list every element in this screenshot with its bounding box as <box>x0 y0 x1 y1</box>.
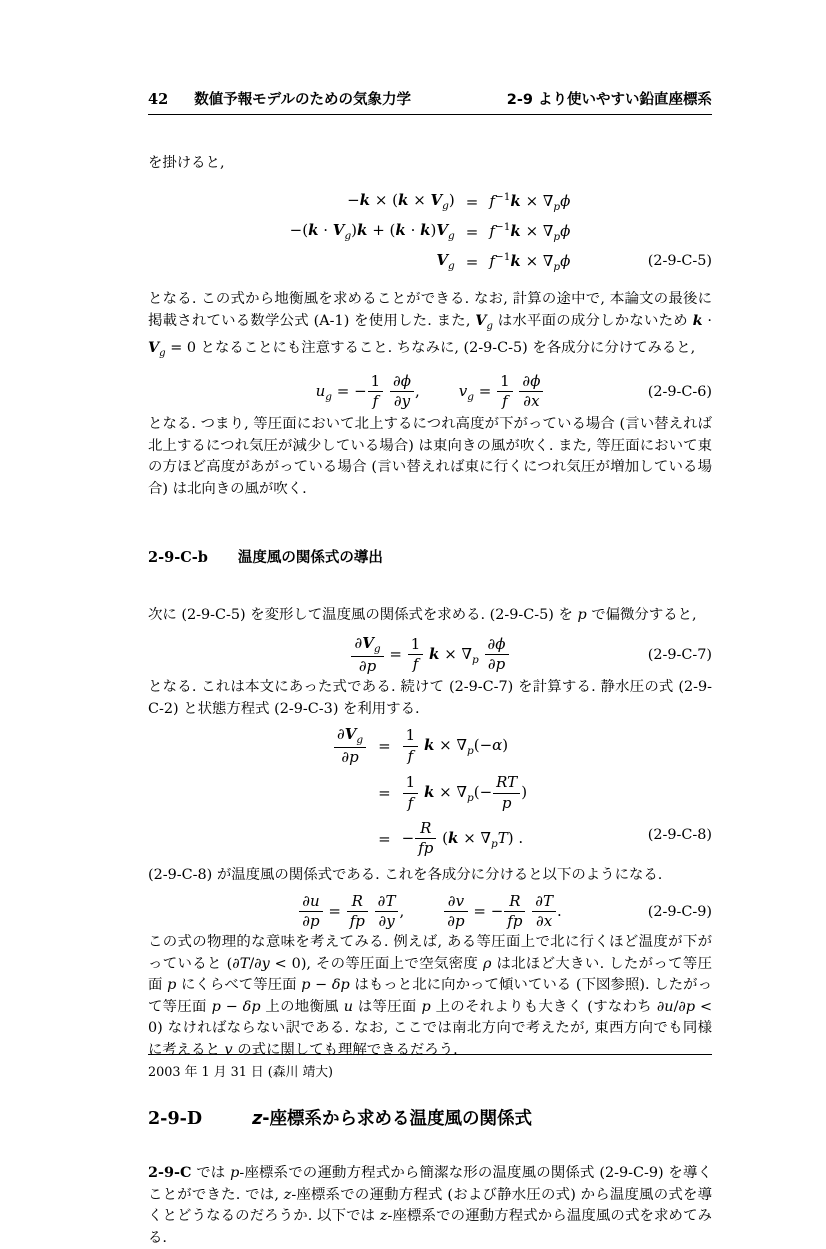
equation-number: (2-9-C-9) <box>647 903 712 920</box>
equation-2-9-C-9 <box>148 893 712 931</box>
equation-row: $-k \times (k \times V_g)$ = $f^{-1}k \times \nabla_p\phi$ <box>347 190 571 213</box>
page-footer <box>148 1054 712 1080</box>
page-header <box>148 0 712 115</box>
page-number: 42 <box>148 91 169 108</box>
paragraph-wind-interpretation: となる. つまり, 等圧面において北上するにつれ高度が下がっている場合 (言い替えれば北上するにつれ気圧が減少している場合) は東向きの風が吹く. また, 等圧面において東の方ほど高度があがっている場合 (言い替えれば東に行くにつれ気圧が増加している場合) は北向きの風が吹く. <box>148 416 712 497</box>
header-right-title: 2-9 より使いやすい鉛直座標系 <box>506 92 712 108</box>
heading-2-9-D <box>148 1105 712 1130</box>
paragraph-geostrophic-note: となる. この式から地衡風を求めることができる. なお, 計算の途中で, 本論文の最後に掲載されている数学公式 (A-1) を使用した. また, $V_g$ は水平面の成分しかないため $k \cdot V_g = 0$ となることにも注意すること. ちなみに, (2-9-C-5) を各成分に分けてみると, <box>148 290 712 360</box>
heading-title: z-座標系から求める温度風の関係式 <box>252 1109 533 1130</box>
equation-row: = − $\frac{R}{fp}$ $(k \times \nabla_pT)$ . <box>378 818 524 858</box>
header-left-title: 数値予報モデルのための気象力学 <box>194 92 411 108</box>
heading-label: 2-9-C-b <box>148 549 208 567</box>
equation-row: $V_g$ = $f^{-1}k \times \nabla_p\phi$ <box>436 250 571 273</box>
equation-body: $u_g$ = − $\frac{1}{f}$ $\frac{\partial\phi}{\partial y}$ , $v_g$ = $\frac{1}{f}$ $\frac{\partial\phi}{\partial x}$ <box>316 382 545 400</box>
equation-body: $\frac{\partial u}{\partial p}$ = $\frac{R}{fp}$ $\frac{\partial T}{\partial y}$ , $\frac{\partial v}{\partial p}$ = − $\frac{R}{fp}$ $\frac{\partial T}{\partial x}$ . <box>298 902 562 920</box>
equation-row: = $\frac{1}{f}$ $k \times \nabla_p(-$ $\frac{RT}{p}$ ) <box>378 773 528 812</box>
paragraph-physical-meaning: この式の物理的な意味を考えてみる. 例えば, ある等圧面上で北に行くほど温度が下がっていると (∂T/∂y < 0), その等圧面上で空気密度 ρ は北ほど大きい. したがって等圧面 p にくらべて等圧面 p − δp はもっと北に向かって傾いている (下図参照). したがって等圧面 p − δp 上の地衡風 u は等圧面 p 上のそれよりも大きく (すなわち ∂u/∂p < 0) なければならない訳である. なお, ここでは南北方向で考えたが, 東西方向でも同様に考えると v の式に関しても理解できるだろう. <box>148 934 713 1058</box>
equation-number: (2-9-C-5) <box>647 252 712 269</box>
equation-2-9-C-6 <box>148 373 712 411</box>
equation-row: $\frac{\partial V_g}{\partial p}$ = $\frac{1}{f}$ $k \times \nabla_p(-\alpha)$ <box>333 722 527 770</box>
equation-2-9-C-8 <box>148 722 712 861</box>
paragraph-hydrostatic-note: となる. これは本文にあった式である. 続けて (2-9-C-7) を計算する. 静水圧の式 (2-9-C-2) と状態方程式 (2-9-C-3) を利用する. <box>148 679 712 717</box>
heading-label: 2-9-D <box>148 1109 203 1130</box>
paragraph-multiply-intro: を掛けると, <box>148 155 225 171</box>
equation-number: (2-9-C-7) <box>647 646 712 663</box>
footer-date: 2003 年 1 月 31 日 (森川 靖大) <box>148 1065 334 1080</box>
document-body <box>148 153 712 1249</box>
equation-body: $\frac{\partial V_g}{\partial p}$ = $\frac{1}{f}$ $k \times \nabla_p$ $\frac{\partial\phi}{\partial p}$ <box>350 645 509 663</box>
equation-2-9-C-7 <box>148 635 712 675</box>
equation-2-9-C-5 <box>148 187 712 277</box>
equation-row: $-(k \cdot V_g)k + (k \cdot k)V_g$ = $f^{-1}k \times \nabla_p\phi$ <box>289 220 571 243</box>
heading-2-9-C-b <box>148 546 712 567</box>
heading-title: 温度風の関係式の導出 <box>237 550 383 567</box>
paragraph-z-coordinate-intro: 2-9-C では p-座標系での運動方程式から簡潔な形の温度風の関係式 (2-9-C-9) を導くことができた. では, z-座標系での運動方程式 (および静水圧の式) から温度風の式を導くとどうなるのだろうか. 以下では z-座標系での運動方程式から温度風の式を求めてみる. <box>148 1164 712 1246</box>
equation-number: (2-9-C-6) <box>647 383 712 400</box>
paragraph-components-intro: (2-9-C-8) が温度風の関係式である. これを各成分に分けると以下のようになる. <box>148 867 663 884</box>
paragraph-derive-intro: 次に (2-9-C-5) を変形して温度風の関係式を求める. (2-9-C-5) を p で偏微分すると, <box>148 607 697 624</box>
equation-number: (2-9-C-8) <box>647 827 712 844</box>
